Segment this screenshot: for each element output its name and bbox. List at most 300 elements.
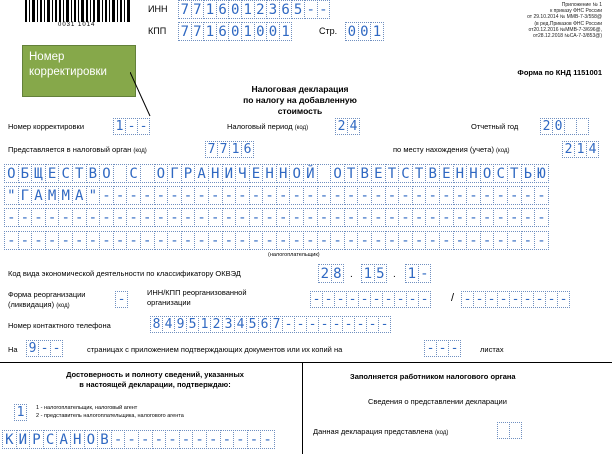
char-cell[interactable]: -: [126, 208, 141, 227]
char-cell[interactable]: -: [342, 316, 355, 333]
char-cell[interactable]: Ч: [235, 164, 250, 183]
char-cell[interactable]: -: [138, 430, 153, 449]
char-cell[interactable]: -: [330, 208, 345, 227]
char-cell[interactable]: С: [398, 164, 413, 183]
char-cell[interactable]: Е: [249, 164, 264, 183]
char-cell[interactable]: -: [436, 340, 449, 357]
char-cell[interactable]: 0: [228, 0, 242, 19]
char-cell[interactable]: -: [357, 231, 372, 250]
char-cell[interactable]: -: [249, 231, 264, 250]
char-cell[interactable]: -: [453, 186, 468, 205]
authority-label: [8, 146, 147, 154]
char-cell[interactable]: -: [4, 208, 19, 227]
char-cell[interactable]: В: [357, 164, 372, 183]
char-cell[interactable]: С: [493, 164, 508, 183]
char-cell[interactable]: В: [425, 164, 440, 183]
char-cell[interactable]: -: [344, 231, 359, 250]
kpp-cells[interactable]: [178, 22, 291, 39]
char-cell[interactable]: -: [72, 208, 87, 227]
char-cell[interactable]: 4: [234, 316, 247, 333]
char-cell[interactable]: -: [208, 208, 223, 227]
char-cell[interactable]: -: [485, 291, 498, 308]
char-cell[interactable]: 1: [203, 0, 217, 19]
signer-cells[interactable]: [14, 404, 26, 421]
char-cell[interactable]: -: [235, 186, 250, 205]
char-cell[interactable]: -: [289, 231, 304, 250]
char-cell[interactable]: -: [99, 231, 114, 250]
char-cell[interactable]: О: [330, 164, 345, 183]
char-cell[interactable]: Г: [167, 164, 182, 183]
char-cell[interactable]: Щ: [31, 164, 46, 183]
char-cell[interactable]: -: [357, 186, 372, 205]
correction-cells[interactable]: [113, 118, 149, 135]
char-cell[interactable]: -: [439, 186, 454, 205]
signer-name-cells[interactable]: [2, 430, 274, 447]
char-cell[interactable]: 6: [241, 141, 254, 158]
char-cell[interactable]: Ю: [534, 164, 549, 183]
char-cell[interactable]: 2: [254, 0, 268, 19]
char-cell[interactable]: -: [86, 231, 101, 250]
char-cell[interactable]: Ь: [521, 164, 536, 183]
char-cell[interactable]: -: [317, 231, 332, 250]
char-cell[interactable]: -: [371, 231, 386, 250]
char-cell[interactable]: -: [398, 208, 413, 227]
char-cell[interactable]: -: [222, 186, 237, 205]
char-cell[interactable]: 6: [258, 316, 271, 333]
char-cell[interactable]: -: [247, 430, 262, 449]
char-cell[interactable]: -: [303, 208, 318, 227]
char-cell[interactable]: -: [480, 208, 495, 227]
char-cell[interactable]: Н: [70, 430, 85, 449]
char-cell[interactable]: М: [45, 186, 60, 205]
char-cell[interactable]: -: [38, 340, 51, 357]
char-cell[interactable]: О: [480, 164, 495, 183]
char-cell[interactable]: Т: [72, 164, 87, 183]
char-cell[interactable]: -: [235, 231, 250, 250]
char-cell[interactable]: -: [330, 231, 345, 250]
char-cell[interactable]: -: [235, 208, 250, 227]
char-cell[interactable]: 7: [178, 0, 192, 19]
char-cell[interactable]: -: [497, 291, 510, 308]
char-cell[interactable]: [576, 118, 589, 135]
char-cell[interactable]: 1: [241, 22, 255, 41]
char-cell[interactable]: 2: [318, 264, 332, 283]
char-cell[interactable]: -: [412, 231, 427, 250]
char-cell[interactable]: -: [330, 186, 345, 205]
char-cell[interactable]: -: [126, 231, 141, 250]
char-cell[interactable]: -: [276, 186, 291, 205]
char-cell[interactable]: -: [282, 316, 295, 333]
okved-cells-3[interactable]: [405, 264, 430, 281]
char-cell[interactable]: -: [557, 291, 570, 308]
char-cell[interactable]: -: [303, 186, 318, 205]
char-cell[interactable]: -: [58, 208, 73, 227]
char-cell[interactable]: -: [534, 186, 549, 205]
char-cell[interactable]: 1: [370, 22, 384, 41]
char-cell[interactable]: -: [167, 208, 182, 227]
char-cell[interactable]: 9: [26, 340, 39, 357]
char-cell[interactable]: -: [461, 291, 474, 308]
authority-cells[interactable]: [205, 141, 253, 158]
sheets-cells[interactable]: [424, 340, 460, 357]
char-cell[interactable]: Е: [45, 164, 60, 183]
char-cell[interactable]: -: [317, 186, 332, 205]
char-cell[interactable]: -: [354, 316, 367, 333]
org-name-row[interactable]: [4, 164, 548, 181]
char-cell[interactable]: 4: [162, 316, 175, 333]
char-cell[interactable]: -: [398, 186, 413, 205]
char-cell[interactable]: В: [97, 430, 112, 449]
char-cell[interactable]: -: [18, 231, 33, 250]
char-cell[interactable]: -: [306, 316, 319, 333]
char-cell[interactable]: -: [394, 291, 407, 308]
char-cell[interactable]: -: [318, 316, 331, 333]
char-cell[interactable]: -: [322, 291, 335, 308]
char-cell[interactable]: -: [334, 291, 347, 308]
char-cell[interactable]: -: [154, 231, 169, 250]
char-cell[interactable]: ": [4, 186, 19, 205]
char-cell[interactable]: О: [99, 164, 114, 183]
char-cell[interactable]: Б: [18, 164, 33, 183]
char-cell[interactable]: Т: [412, 164, 427, 183]
char-cell[interactable]: А: [31, 186, 46, 205]
char-cell[interactable]: 0: [345, 22, 359, 41]
char-cell[interactable]: К: [2, 430, 17, 449]
char-cell[interactable]: -: [152, 430, 167, 449]
char-cell[interactable]: -: [154, 186, 169, 205]
char-cell[interactable]: -: [466, 231, 481, 250]
char-cell[interactable]: -: [473, 291, 486, 308]
char-cell[interactable]: -: [310, 291, 323, 308]
char-cell[interactable]: 2: [210, 316, 223, 333]
char-cell[interactable]: -: [533, 291, 546, 308]
char-cell[interactable]: Р: [181, 164, 196, 183]
char-cell[interactable]: -: [398, 231, 413, 250]
char-cell[interactable]: 7: [217, 141, 230, 158]
char-cell[interactable]: -: [317, 208, 332, 227]
char-cell[interactable]: -: [371, 208, 386, 227]
char-cell[interactable]: Й: [303, 164, 318, 183]
char-cell[interactable]: 0: [266, 22, 280, 41]
char-cell[interactable]: -: [358, 291, 371, 308]
char-cell[interactable]: -: [425, 231, 440, 250]
char-cell[interactable]: -: [493, 208, 508, 227]
char-cell[interactable]: -: [425, 208, 440, 227]
char-cell[interactable]: -: [385, 231, 400, 250]
char-cell[interactable]: 5: [291, 0, 305, 19]
reorg-kpp-cells[interactable]: [461, 291, 569, 308]
char-cell[interactable]: -: [233, 430, 248, 449]
char-cell[interactable]: 0: [254, 22, 268, 41]
char-cell[interactable]: -: [194, 186, 209, 205]
char-cell[interactable]: -: [370, 291, 383, 308]
char-cell[interactable]: 7: [191, 22, 205, 41]
reorg-form-cells[interactable]: [115, 291, 127, 308]
char-cell[interactable]: -: [154, 208, 169, 227]
char-cell[interactable]: -: [208, 231, 223, 250]
char-cell[interactable]: И: [16, 430, 31, 449]
char-cell[interactable]: 8: [331, 264, 345, 283]
char-cell[interactable]: -: [378, 316, 391, 333]
char-cell[interactable]: -: [115, 291, 128, 308]
char-cell[interactable]: Т: [385, 164, 400, 183]
phone-cells[interactable]: [150, 316, 390, 333]
okved-cells-1[interactable]: [318, 264, 343, 281]
char-cell[interactable]: О: [154, 164, 169, 183]
char-cell[interactable]: О: [84, 430, 99, 449]
char-cell[interactable]: -: [346, 291, 359, 308]
char-cell[interactable]: -: [113, 208, 128, 227]
char-cell[interactable]: 1: [113, 118, 126, 135]
char-cell[interactable]: -: [412, 208, 427, 227]
char-cell[interactable]: -: [31, 231, 46, 250]
char-cell[interactable]: -: [480, 231, 495, 250]
char-cell[interactable]: -: [289, 186, 304, 205]
char-cell[interactable]: -: [99, 186, 114, 205]
char-cell[interactable]: -: [493, 231, 508, 250]
char-cell[interactable]: [140, 164, 155, 183]
char-cell[interactable]: -: [294, 316, 307, 333]
char-cell[interactable]: Т: [507, 164, 522, 183]
char-cell[interactable]: С: [126, 164, 141, 183]
char-cell[interactable]: -: [192, 430, 207, 449]
char-cell[interactable]: -: [111, 430, 126, 449]
char-cell[interactable]: -: [289, 208, 304, 227]
okved-dot-2: .: [393, 269, 396, 280]
char-cell[interactable]: 5: [374, 264, 388, 283]
char-cell[interactable]: 5: [186, 316, 199, 333]
char-cell[interactable]: -: [357, 208, 372, 227]
char-cell[interactable]: 4: [347, 118, 360, 135]
char-cell[interactable]: -: [126, 186, 141, 205]
char-cell[interactable]: -: [406, 291, 419, 308]
char-cell[interactable]: Е: [371, 164, 386, 183]
year-cells[interactable]: [540, 118, 588, 135]
char-cell[interactable]: -: [181, 231, 196, 250]
char-cell[interactable]: -: [262, 208, 277, 227]
char-cell[interactable]: А: [56, 430, 71, 449]
char-cell[interactable]: 1: [405, 264, 419, 283]
char-cell[interactable]: -: [382, 291, 395, 308]
char-cell[interactable]: -: [545, 291, 558, 308]
char-cell[interactable]: И: [222, 164, 237, 183]
char-cell[interactable]: -: [113, 186, 128, 205]
char-cell[interactable]: -: [466, 208, 481, 227]
char-cell[interactable]: -: [137, 118, 150, 135]
char-cell[interactable]: -: [140, 186, 155, 205]
char-cell[interactable]: -: [521, 186, 536, 205]
char-cell[interactable]: Г: [18, 186, 33, 205]
char-cell[interactable]: -: [303, 231, 318, 250]
char-cell[interactable]: -: [507, 208, 522, 227]
char-cell[interactable]: -: [18, 208, 33, 227]
char-cell[interactable]: -: [86, 208, 101, 227]
char-cell[interactable]: 3: [266, 0, 280, 19]
char-cell[interactable]: -: [425, 186, 440, 205]
char-cell[interactable]: -: [344, 186, 359, 205]
char-cell[interactable]: -: [45, 208, 60, 227]
pages-cells[interactable]: [26, 340, 62, 357]
char-cell[interactable]: -: [521, 208, 536, 227]
char-cell[interactable]: 7: [178, 22, 192, 41]
char-cell[interactable]: Н: [208, 164, 223, 183]
char-cell[interactable]: -: [534, 208, 549, 227]
reorg-inn-cells[interactable]: [310, 291, 430, 308]
char-cell[interactable]: -: [208, 186, 223, 205]
char-cell[interactable]: -: [167, 186, 182, 205]
char-cell[interactable]: -: [439, 231, 454, 250]
char-cell[interactable]: 0: [552, 118, 565, 135]
char-cell[interactable]: -: [493, 186, 508, 205]
char-cell[interactable]: -: [72, 231, 87, 250]
char-cell[interactable]: О: [4, 164, 19, 183]
char-cell[interactable]: -: [99, 208, 114, 227]
char-cell[interactable]: -: [385, 208, 400, 227]
char-cell[interactable]: -: [521, 231, 536, 250]
char-cell[interactable]: 0: [228, 22, 242, 41]
char-cell[interactable]: -: [165, 430, 180, 449]
period-cells[interactable]: [335, 118, 359, 135]
char-cell[interactable]: -: [344, 208, 359, 227]
char-cell[interactable]: -: [448, 340, 461, 357]
char-cell[interactable]: В: [86, 164, 101, 183]
char-cell[interactable]: Н: [276, 164, 291, 183]
char-cell[interactable]: -: [276, 208, 291, 227]
char-cell[interactable]: 2: [335, 118, 348, 135]
char-cell[interactable]: Н: [262, 164, 277, 183]
char-cell[interactable]: -: [439, 208, 454, 227]
char-cell[interactable]: 1: [198, 316, 211, 333]
char-cell[interactable]: 8: [150, 316, 163, 333]
char-cell[interactable]: -: [50, 340, 63, 357]
char-cell[interactable]: -: [385, 186, 400, 205]
okved-cells-2[interactable]: [361, 264, 386, 281]
char-cell[interactable]: -: [371, 186, 386, 205]
char-cell[interactable]: -: [4, 231, 19, 250]
char-cell[interactable]: -: [222, 231, 237, 250]
char-cell[interactable]: -: [418, 291, 431, 308]
page-cells[interactable]: [345, 22, 383, 39]
char-cell[interactable]: 1: [14, 404, 27, 421]
char-cell[interactable]: 4: [586, 141, 599, 158]
char-cell[interactable]: -: [317, 0, 331, 19]
char-cell[interactable]: 1: [574, 141, 587, 158]
char-cell[interactable]: -: [249, 208, 264, 227]
char-cell[interactable]: 6: [216, 22, 230, 41]
char-cell[interactable]: -: [220, 430, 235, 449]
org-name-row[interactable]: [4, 208, 548, 225]
char-cell[interactable]: -: [181, 208, 196, 227]
char-cell[interactable]: -: [113, 231, 128, 250]
char-cell[interactable]: -: [507, 231, 522, 250]
char-cell[interactable]: Т: [344, 164, 359, 183]
char-cell[interactable]: -: [260, 430, 275, 449]
char-cell[interactable]: С: [43, 430, 58, 449]
org-name-row[interactable]: [4, 231, 548, 248]
char-cell[interactable]: [113, 164, 128, 183]
char-cell[interactable]: 1: [203, 22, 217, 41]
location-cells[interactable]: [562, 141, 598, 158]
char-cell[interactable]: 9: [174, 316, 187, 333]
char-cell[interactable]: Р: [29, 430, 44, 449]
char-cell[interactable]: [509, 422, 522, 439]
char-cell[interactable]: -: [31, 208, 46, 227]
char-cell[interactable]: -: [507, 186, 522, 205]
char-cell[interactable]: -: [534, 231, 549, 250]
char-cell[interactable]: -: [480, 186, 495, 205]
callout-text: Номер корректировки: [29, 51, 107, 78]
char-cell[interactable]: 7: [205, 141, 218, 158]
char-cell[interactable]: -: [181, 186, 196, 205]
char-cell[interactable]: -: [262, 186, 277, 205]
char-cell[interactable]: 7: [270, 316, 283, 333]
char-cell[interactable]: 7: [191, 0, 205, 19]
char-cell[interactable]: -: [45, 231, 60, 250]
char-cell[interactable]: -: [179, 430, 194, 449]
char-cell[interactable]: Е: [439, 164, 454, 183]
char-cell[interactable]: С: [58, 164, 73, 183]
char-cell[interactable]: А: [72, 186, 87, 205]
char-cell[interactable]: 0: [358, 22, 372, 41]
char-cell[interactable]: 1: [229, 141, 242, 158]
char-cell[interactable]: -: [125, 118, 138, 135]
char-cell[interactable]: -: [262, 231, 277, 250]
char-cell[interactable]: А: [194, 164, 209, 183]
char-cell[interactable]: -: [521, 291, 534, 308]
char-cell[interactable]: -: [58, 231, 73, 250]
char-cell[interactable]: Н: [453, 164, 468, 183]
char-cell[interactable]: 1: [241, 0, 255, 19]
submitted-cells[interactable]: [497, 422, 521, 439]
char-cell[interactable]: -: [222, 208, 237, 227]
char-cell[interactable]: -: [418, 264, 432, 283]
char-cell[interactable]: -: [249, 186, 264, 205]
char-cell[interactable]: -: [304, 0, 318, 19]
char-cell[interactable]: -: [167, 231, 182, 250]
char-cell[interactable]: -: [124, 430, 139, 449]
char-cell[interactable]: 2: [540, 118, 553, 135]
char-cell[interactable]: 3: [222, 316, 235, 333]
char-cell[interactable]: [317, 164, 332, 183]
char-cell[interactable]: -: [206, 430, 221, 449]
char-cell[interactable]: -: [366, 316, 379, 333]
char-cell[interactable]: -: [276, 231, 291, 250]
char-cell[interactable]: -: [330, 316, 343, 333]
org-name-row[interactable]: [4, 186, 548, 203]
char-cell[interactable]: 2: [562, 141, 575, 158]
char-cell[interactable]: -: [140, 208, 155, 227]
char-cell[interactable]: ": [86, 186, 101, 205]
char-cell[interactable]: -: [140, 231, 155, 250]
inn-cells[interactable]: [178, 0, 329, 17]
char-cell[interactable]: 6: [216, 0, 230, 19]
char-cell[interactable]: -: [453, 208, 468, 227]
char-cell[interactable]: -: [412, 186, 427, 205]
char-cell[interactable]: -: [194, 208, 209, 227]
char-cell[interactable]: -: [453, 231, 468, 250]
char-cell[interactable]: 5: [246, 316, 259, 333]
char-cell[interactable]: 1: [361, 264, 375, 283]
char-cell[interactable]: М: [58, 186, 73, 205]
char-cell[interactable]: -: [466, 186, 481, 205]
char-cell[interactable]: 1: [279, 22, 293, 41]
char-cell[interactable]: -: [424, 340, 437, 357]
char-cell[interactable]: -: [194, 231, 209, 250]
char-cell[interactable]: О: [289, 164, 304, 183]
char-cell[interactable]: -: [509, 291, 522, 308]
char-cell[interactable]: Н: [466, 164, 481, 183]
char-cell[interactable]: 6: [279, 0, 293, 19]
